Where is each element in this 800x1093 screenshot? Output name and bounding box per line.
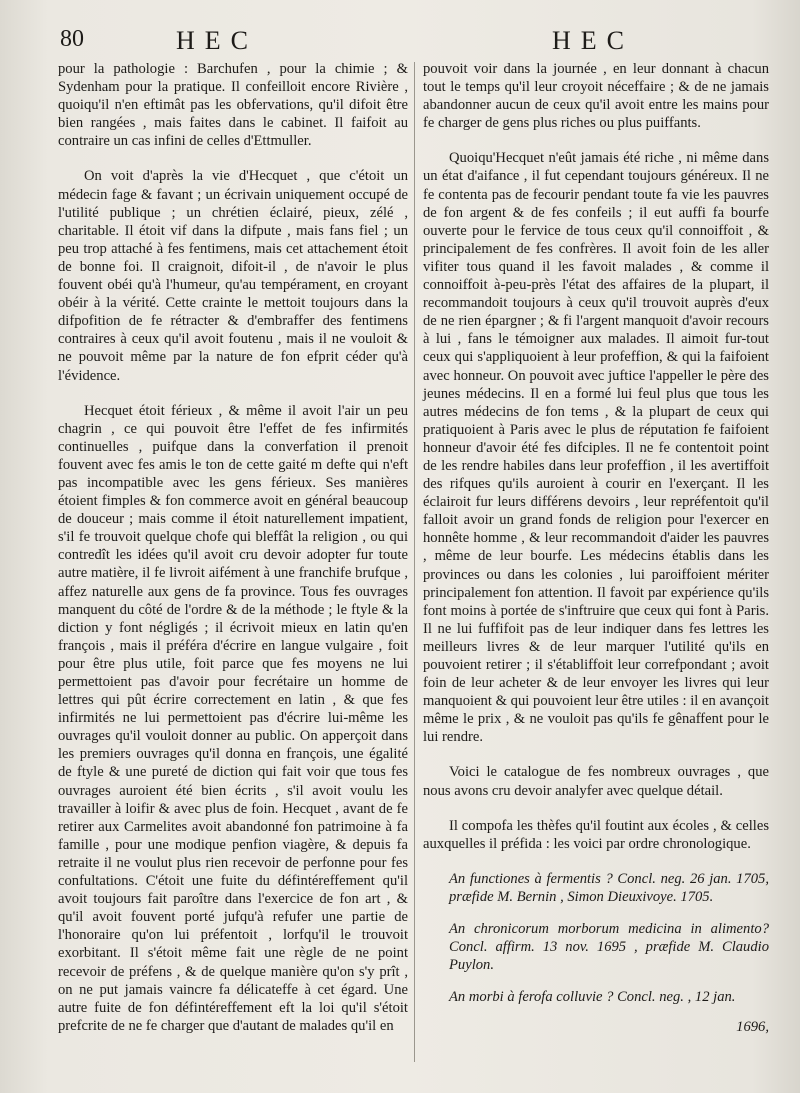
paragraph: pouvoit voir dans la journée , en leur donnant à chacun tout le temps qu'il leur croyoit néceffaire ; & de ne jamais abandonner aucun de ceux qu'il avoit entre les mains pour fe charger de gens plus riches ou plus puiffants. xyxy=(423,61,769,132)
column-divider xyxy=(414,62,415,1062)
right-column xyxy=(423,60,769,1037)
running-head-left: HEC xyxy=(176,26,258,55)
thesis-entry: An chronicorum morborum medicina in alimento? Concl. affirm. 13 nov. 1695 , præfide M. Claudio Puylon. xyxy=(449,921,769,974)
paragraph: Hecquet étoit férieux , & même il avoit l'air un peu chagrin , ce qui pouvoit être l'effet de fes infirmités continuelles , puifque dans la converfation il prenoit fouvent avec fes amis le ton de cette gaité m defte qui n'eft pas incompatible avec les gens férieux. Ses manières étoient fimples & fon commerce avoit en général beaucoup de douceur ; mais comme il étoit naturellement impatient, s'il fe trouvoit quelque chofe qui bleffât la religion , ou qui contredît les idées qu'il avoit cru devoir adopter fur toute autre matière, il fe livroit aifément à une franchife brufque , affez naturelle aux gens de fa province. Tous fes ouvrages manquent du côté de l'ordre & de la méthode ; le ftyle & la diction y font négligés ; il écrivoit mieux en latin qu'en françois , mais il préféra d'écrire en langue vulgaire , foit pour être plus utile, foit parce que fes moyens ne lui permettoient pas d'avoir pour fecrétaire un homme de lettres qui pût écrire correctement en latin , & que fes infirmités ne lui permettoient pas d'écrire lui-même les ouvrages qu'il vouloit donner au public. On apperçoit dans les premiers ouvrages qu'il donna en françois, une égalité de ftyle & une pureté de diction qui fait voir que tous fes ouvrages auroient été bien écrits , s'il avoit voulu les travailler à loifir & avec plus de foin. Hecquet , avant de fe retirer aux Carmelites avoit abandonné fon patrimoine à fa famille , pour une modique penfion viagère, & depuis fa retraite il ne voulut plus rien recevoir de perfonne pour fes confultations. C'étoit une fuite du défintéreffement qu'il avoit toujours fait paroître dans l'exercice de fon art , & qu'il avoit fouvent porté jufqu'à refufer une partie de l'honoraire qu'on lui préfentoit , lorfqu'il le trouvoit exorbitant. Il s'étoit même fait une règle de ne point recevoir de préfens , & de quelque manière qu'on s'y prît , on ne put jamais vaincre fa délicateffe à cet égard. Une autre fuite de fon défintéreffement eft la loi qu'il s'étoit prefcrite de ne fe charger que d'autant de malades qu'il en xyxy=(58,402,408,1034)
thesis-entry: An functiones à fermentis ? Concl. neg. 26 jan. 1705, præfide M. Bernin , Simon Dieuxivoye. 1705. xyxy=(449,870,769,905)
paragraph: Quoiqu'Hecquet n'eût jamais été riche , ni même dans un état d'aifance , il fut cependant toujours généreux. Il ne fe contenta pas de fecourir pendant toute fa vie les pauvres de fon argent & de fes confeils ; il eut auffi fa bourfe ouverte pour le fervice de tous ceux qu'il connoiffoit , & principalement de fes confrères. Il avoit foin de les aller vifiter tous quand il les favoit malades , & comme il connoiffoit à-peu-près l'état des affaires de la plupart, il recommandoit toujours à ceux qu'il trouvoit auprès d'eux de ne rien épargner ; & fi l'argent manquoit d'avoir recours à lui , fans le témoigner aux malades. Il aimoit fur-tout ceux qui s'appliquoient à leur profeffion, & qui la faifoient avec honneur. On pouvoit avec juftice l'appeller le père des jeunes médecins. Il en a formé lui feul plus que tous les autres médecins de fon tems , & la plupart de ceux qui pratiquoient à Paris avec le plus de réputation fe faifoient honneur d'avoir été fes difciples. Il ne fe contentoit point de les rendre habiles dans leur profeffion , il les avertiffoit des rifques qu'ils auroient à courir en l'exerçant. Il les éclairoit fur leurs différens devoirs , leur repréfentoit qu'il falloit avoir un grand fonds de religion pour l'exercer en honnête homme , & leur recommandoit d'aider les pauvres , même de leur bourfe. Les médecins établis dans les provinces ou dans les colonies , lui paroiffoient mériter principalement fon attention. Il favoit par expérience qu'ils font moins à portée de s'inftruire que ceux qui font à Paris. Il ne lui fuffifoit pas de leur indiquer dans fes lettres les meilleurs livres & de leur marquer l'utilité qu'ils en pouvoient retirer ; il s'établiffoit leur correfpondant ; avoit foin de leur acheter & de leur envoyer les livres qui leur manquoient & qui pouvoient leur être utiles : il en avançoit même le prix , & ne vouloit pas qu'ils fe gênaffent pour le lui rendre. xyxy=(423,150,769,746)
paragraph: Voici le catalogue de fes nombreux ouvrages , que nous avons cru devoir analyfer avec quelque détail. xyxy=(423,764,769,799)
paragraph: On voit d'après la vie d'Hecquet , que c'étoit un médecin fage & favant ; un écrivain uniquement occupé de l'utilité publique ; un chrétien éclairé, pieux, zélé , charitable. Il étoit vif dans la difpute , mais fans fiel ; un peu trop attaché à fes fentimens, mais cet attachement étoit de bonne foi. Il craignoit, difoit-il , de n'avoir le plus fouvent obéi qu'à l'humeur, qu'au tempérament, en croyant obéir à la vérité. Cette crainte le mettoit toujours dans la difpofition de fe rétracter & d'embraffer des fentimens contraires à ceux qu'il avoit foutenu , mais il ne vouloit & ne pouvoit même par la nature de fon efprit céder qu'à l'évidence. xyxy=(58,168,408,384)
running-head-right: HEC xyxy=(552,26,634,55)
catchword: 1696, xyxy=(736,1019,769,1036)
paragraph: pour la pathologie : Barchufen , pour la chimie ; & Sydenham pour la pratique. Il confeilloit encore Rivière , quoiqu'il n'en eftimât pas les obfervations, qu'il difoit être bien rangées , mais faites dans le cabinet. Il faifoit au contraire un cas infini de celles d'Ettmuller. xyxy=(58,61,408,150)
paragraph: Il compofa les thèfes qu'il foutint aux écoles , & celles auxquelles il préfida : les voici par ordre chronologique. xyxy=(423,817,769,852)
page-header xyxy=(0,22,800,58)
thesis-entry: An morbi à ferofa colluvie ? Concl. neg. , 12 jan. xyxy=(449,989,736,1006)
page-number: 80 xyxy=(60,26,84,52)
left-column xyxy=(58,60,408,1052)
